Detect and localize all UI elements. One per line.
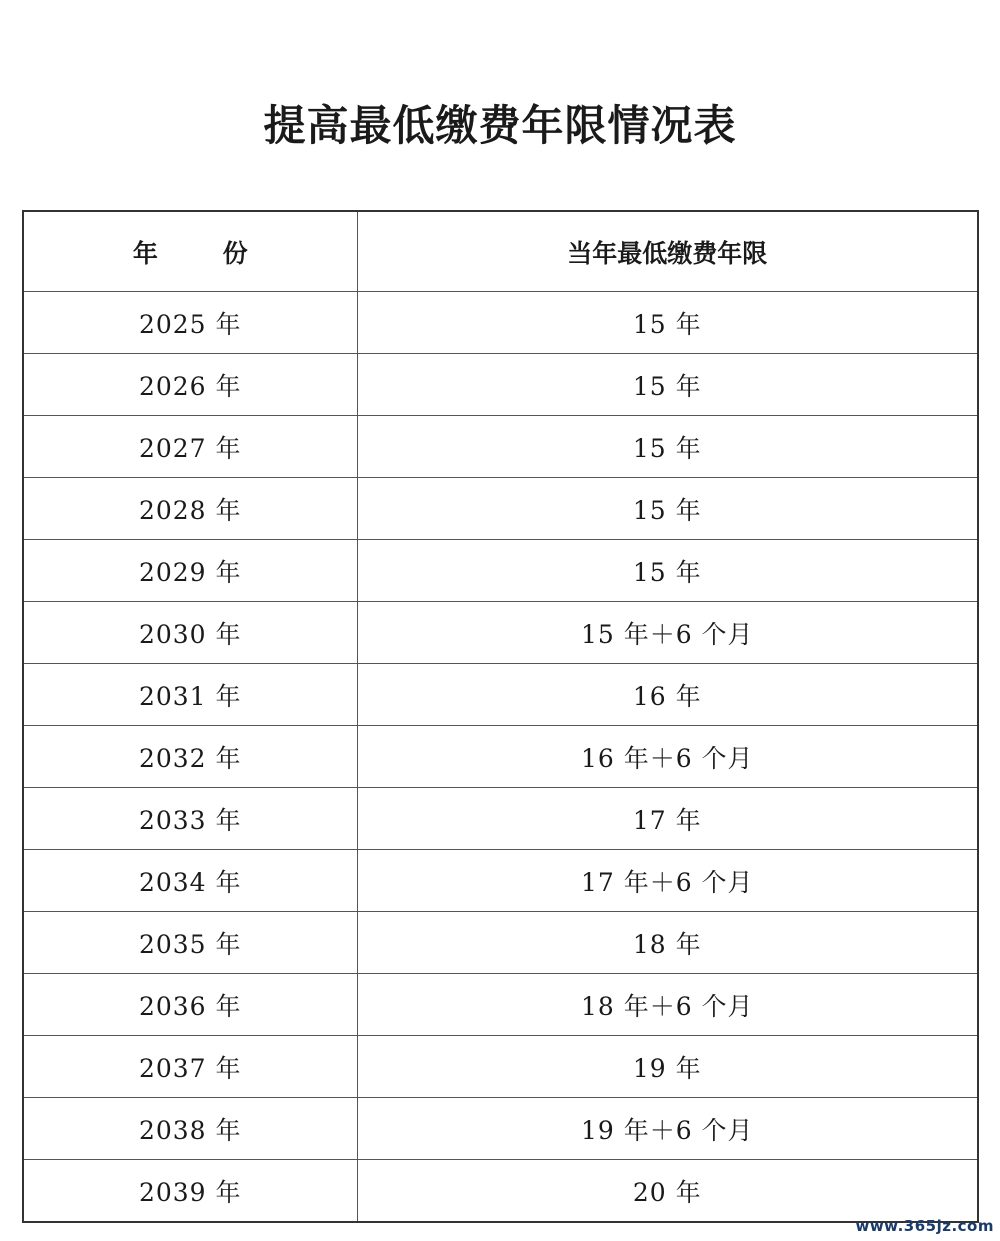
table-row — [23, 540, 978, 602]
year-cell: 2026 年 — [23, 354, 357, 416]
table-row — [23, 1098, 978, 1160]
table-row — [23, 354, 978, 416]
table-row — [23, 1160, 978, 1223]
min-years-cell: 17 年 — [357, 788, 978, 850]
year-cell: 2031 年 — [23, 664, 357, 726]
min-years-cell: 15 年 — [357, 416, 978, 478]
min-years-cell: 18 年 — [357, 912, 978, 974]
table-row — [23, 912, 978, 974]
table-row — [23, 478, 978, 540]
table-row — [23, 292, 978, 354]
year-cell: 2025 年 — [23, 292, 357, 354]
year-cell: 2032 年 — [23, 726, 357, 788]
column-header-year: 年 份 — [23, 211, 357, 292]
table-row — [23, 974, 978, 1036]
table-row — [23, 1036, 978, 1098]
year-cell: 2039 年 — [23, 1160, 357, 1223]
year-cell: 2030 年 — [23, 602, 357, 664]
min-years-cell: 16 年＋6 个月 — [357, 726, 978, 788]
year-cell: 2029 年 — [23, 540, 357, 602]
year-cell: 2027 年 — [23, 416, 357, 478]
min-years-cell: 18 年＋6 个月 — [357, 974, 978, 1036]
table-row — [23, 726, 978, 788]
table-row — [23, 664, 978, 726]
table-row — [23, 850, 978, 912]
table-row — [23, 602, 978, 664]
year-cell: 2035 年 — [23, 912, 357, 974]
page-title: 提高最低缴费年限情况表 — [263, 101, 737, 150]
year-cell: 2036 年 — [23, 974, 357, 1036]
min-years-cell: 16 年 — [357, 664, 978, 726]
table-header-row — [23, 211, 978, 292]
min-years-cell: 15 年 — [357, 478, 978, 540]
min-years-cell: 15 年 — [357, 540, 978, 602]
site-watermark: www.365jz.com — [855, 1217, 994, 1235]
min-years-cell: 19 年 — [357, 1036, 978, 1098]
min-years-cell: 20 年 — [357, 1160, 978, 1223]
column-header-min-years: 当年最低缴费年限 — [357, 211, 978, 292]
year-cell: 2033 年 — [23, 788, 357, 850]
year-cell: 2037 年 — [23, 1036, 357, 1098]
year-cell: 2038 年 — [23, 1098, 357, 1160]
min-years-cell: 17 年＋6 个月 — [357, 850, 978, 912]
min-years-cell: 15 年 — [357, 292, 978, 354]
table-row — [23, 788, 978, 850]
min-years-cell: 19 年＋6 个月 — [357, 1098, 978, 1160]
year-cell: 2034 年 — [23, 850, 357, 912]
min-contribution-years-table — [22, 210, 979, 1223]
min-years-cell: 15 年＋6 个月 — [357, 602, 978, 664]
year-cell: 2028 年 — [23, 478, 357, 540]
min-years-cell: 15 年 — [357, 354, 978, 416]
table-row — [23, 416, 978, 478]
